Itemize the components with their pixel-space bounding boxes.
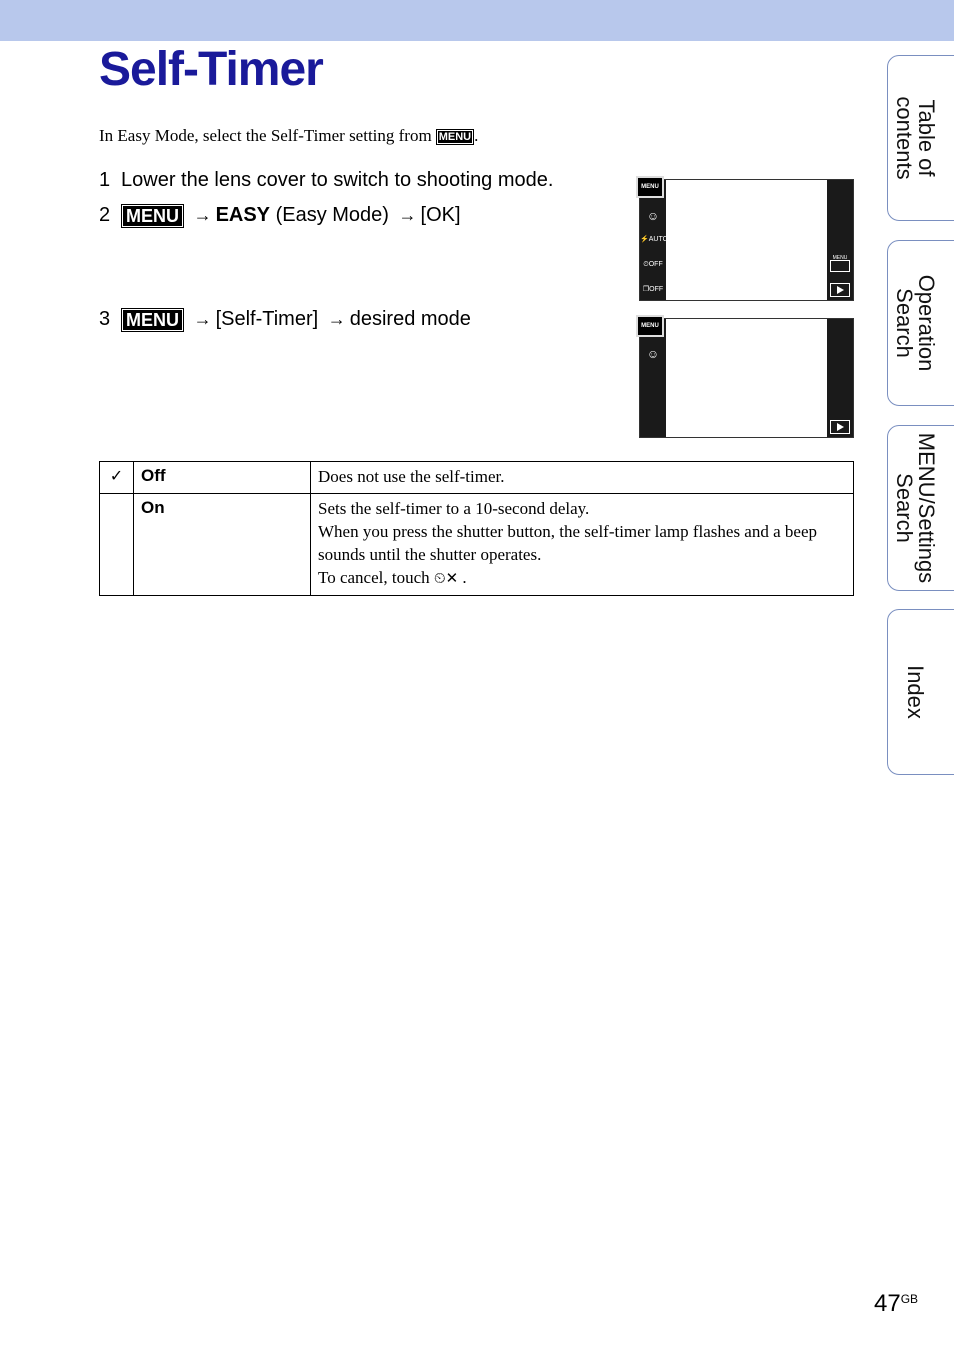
- camera-icon: [830, 260, 850, 272]
- play-icon: [830, 283, 850, 297]
- header-bar: [0, 0, 954, 41]
- step-text: Lower the lens cover to switch to shooting mode.: [121, 169, 554, 191]
- menu-icon: MENU: [121, 308, 184, 332]
- tab-operation-search[interactable]: [887, 240, 954, 406]
- step-number: 1: [99, 169, 111, 191]
- table-row: [100, 494, 854, 596]
- menu-icon: MENU: [121, 204, 184, 228]
- step-2: [99, 202, 461, 228]
- step-number: 3: [99, 308, 111, 330]
- description-line: Does not use the self-timer.: [318, 467, 505, 486]
- page-number-value: 47: [874, 1290, 901, 1317]
- description-line: [318, 566, 846, 590]
- tab-label-line: Table of: [914, 99, 939, 177]
- play-icon: [830, 420, 850, 434]
- tab-label: [880, 56, 950, 220]
- checkmark-icon: ✓: [100, 462, 134, 494]
- tab-label: [880, 610, 950, 774]
- option-name: Off: [134, 462, 311, 494]
- cancel-text: To cancel, touch: [318, 568, 430, 587]
- arrow-icon: →: [398, 205, 417, 225]
- flash-auto-icon: ⚡AUTO: [640, 236, 669, 243]
- intro-sentence: In Easy Mode, select the Self-Timer setting from: [99, 126, 432, 145]
- tab-label-line: Index: [903, 665, 928, 719]
- step-text-mode: desired mode: [349, 308, 471, 330]
- menu-icon: MENU: [636, 176, 664, 198]
- tab-table-of-contents[interactable]: [887, 55, 954, 221]
- tab-label-line: MENU/Settings: [914, 432, 939, 584]
- tab-label: [880, 241, 950, 405]
- table-row: [100, 462, 854, 494]
- tab-index[interactable]: [887, 609, 954, 775]
- menu-camera-icon: MENU: [832, 255, 848, 261]
- option-description: [311, 494, 854, 596]
- tab-label-line: Operation: [914, 274, 939, 372]
- step-text: [Self-Timer]: [215, 308, 319, 330]
- description-line: When you press the shutter button, the self-timer lamp flashes and a beep sounds until the shutter operates.: [318, 522, 817, 564]
- burst-off-icon: ❐OFF: [642, 286, 664, 293]
- options-table: [99, 461, 854, 596]
- tab-menu-settings-search[interactable]: [887, 425, 954, 591]
- menu-icon: MENU: [436, 129, 474, 145]
- cancel-self-timer-icon: ⏲✕: [433, 569, 459, 587]
- smile-shutter-icon: ☺: [646, 209, 660, 223]
- easy-mode-icon: EASY: [215, 204, 271, 226]
- empty-check-cell: [100, 494, 134, 596]
- right-icon-panel: [827, 180, 853, 300]
- intro-period: .: [474, 126, 479, 145]
- self-timer-off-icon: ⏲OFF: [643, 261, 663, 268]
- camera-screen-self-timer: [639, 318, 854, 438]
- description-line: Sets the self-timer to a 10-second delay.: [318, 499, 590, 518]
- arrow-icon: →: [193, 309, 212, 329]
- smile-shutter-icon: ☺: [646, 347, 660, 361]
- page-title: Self-Timer: [99, 43, 323, 96]
- cancel-period: .: [462, 568, 467, 587]
- tab-label-line: contents: [892, 96, 917, 180]
- menu-icon: MENU: [636, 315, 664, 337]
- camera-screen-easy-mode: [639, 179, 854, 301]
- step-text-ok: [OK]: [420, 204, 461, 226]
- page-number: [874, 1290, 918, 1318]
- arrow-icon: →: [327, 309, 346, 329]
- tab-label: [880, 426, 950, 590]
- option-name: On: [134, 494, 311, 596]
- step-3: [99, 306, 471, 332]
- region-code: GB: [900, 1292, 919, 1306]
- tab-label-line: Search: [892, 288, 917, 358]
- intro-text: [99, 125, 478, 147]
- step-text: (Easy Mode): [275, 204, 389, 226]
- step-1: [99, 167, 553, 193]
- tab-label-line: Search: [892, 473, 917, 543]
- step-number: 2: [99, 204, 111, 226]
- arrow-icon: →: [193, 205, 212, 225]
- option-description: [311, 462, 854, 494]
